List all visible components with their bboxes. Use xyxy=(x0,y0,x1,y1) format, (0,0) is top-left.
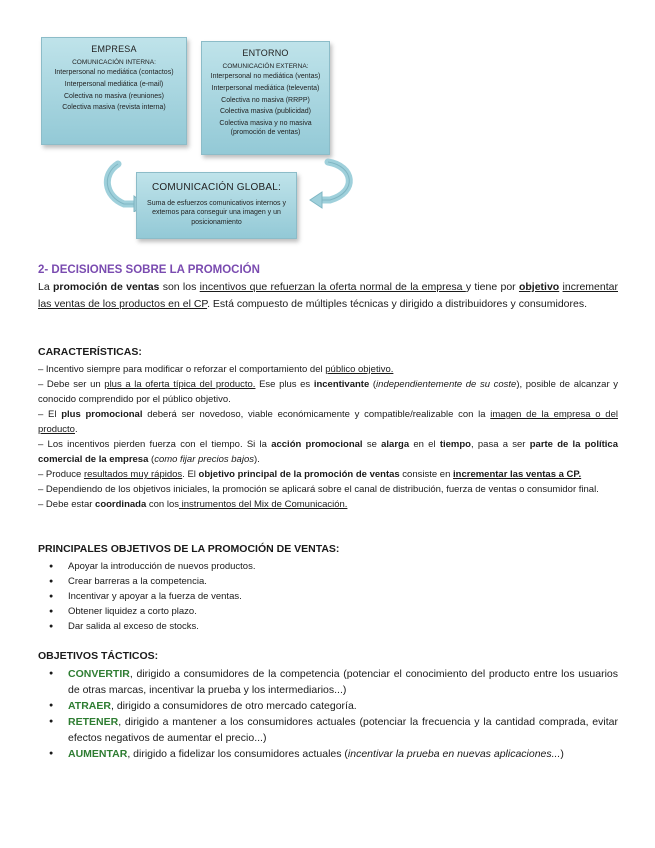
list-item: ● Obtener liquidez a corto plazo. xyxy=(38,604,618,619)
caracteristica-line: – Produce resultados muy rápidos. El objetivo principal de la promoción de ventas consiste en incrementar las ventas a CP. xyxy=(38,469,582,480)
caracteristica-line: – El plus promocional deberá ser novedoso, viable económicamente y compatible/realizable con la imagen de la empresa o del producto. xyxy=(38,409,618,435)
empresa-item: Interpersonal no mediática (contactos) xyxy=(54,69,174,76)
entorno-box xyxy=(201,41,330,155)
list-item: ● ATRAER, dirigido a consumidores de otro mercado categoría. xyxy=(38,698,618,714)
empresa-item: Colectiva no masiva (reuniones) xyxy=(64,92,164,100)
entorno-item: Colectiva masiva y no masiva (promoción de ventas) xyxy=(219,120,312,136)
principales-heading: PRINCIPALES OBJETIVOS DE LA PROMOCIÓN DE VENTAS: xyxy=(38,543,340,555)
global-description: Suma de esfuerzos comunicativos internos y externos para conseguir una imagen y un posicionamiento xyxy=(147,200,286,226)
caracteristica-line: – Debe ser un plus a la oferta típica del producto. Ese plus es incentivante (independientemente de su coste), posible de alcanzar y conocido comprendido por el público objetivo. xyxy=(38,379,618,405)
caracteristicas-heading: CARACTERÍSTICAS: xyxy=(38,346,142,358)
entorno-item: Colectiva no masiva (RRPP) xyxy=(221,96,310,104)
intro-paragraph: La promoción de ventas son los incentivos que refuerzan la oferta normal de la empresa y tiene por objetivo incrementar las ventas de los productos en el CP. Está compuesto de múltiples técnicas y dirigido a distribuidores y consumidores. xyxy=(38,281,618,310)
empresa-subtitle: COMUNICACIÓN INTERNA: xyxy=(72,59,156,66)
global-box xyxy=(136,172,297,239)
tacticos-list xyxy=(38,666,618,762)
caracteristicas-list xyxy=(38,362,618,512)
list-item: ● Incentivar y apoyar a la fuerza de ventas. xyxy=(38,589,618,604)
entorno-subtitle: COMUNICACIÓN EXTERNA: xyxy=(222,63,309,70)
list-item: ● Dar salida al exceso de stocks. xyxy=(38,619,618,634)
caracteristica-line: – Incentivo siempre para modificar o reforzar el comportamiento del público objetivo. xyxy=(38,364,394,375)
right-curved-arrow-icon xyxy=(306,156,362,212)
list-item: ● Apoyar la introducción de nuevos productos. xyxy=(38,559,618,574)
list-item: ● AUMENTAR, dirigido a fidelizar los consumidores actuales (incentivar la prueba en nuevas aplicaciones...) xyxy=(38,746,618,762)
list-item: ● CONVERTIR, dirigido a consumidores de la competencia (potenciar el conocimiento del producto entre los usuarios de otras marcas, incentivar la prueba y los intermediarios...) xyxy=(38,666,618,698)
entorno-item: Interpersonal mediática (televenta) xyxy=(211,84,320,92)
principales-list xyxy=(38,559,618,634)
empresa-item: Colectiva masiva (revista interna) xyxy=(62,104,166,112)
tacticos-heading: OBJETIVOS TÁCTICOS: xyxy=(38,650,159,662)
list-item: ● RETENER, dirigido a mantener a los consumidores actuales (potenciar la frecuencia y la cantidad comprada, evitar efectos negativos de aumentar el precio...) xyxy=(38,714,618,746)
section-title: 2- DECISIONES SOBRE LA PROMOCIÓN xyxy=(38,264,260,276)
list-item: ● Crear barreras a la competencia. xyxy=(38,574,618,589)
empresa-box xyxy=(41,37,187,145)
entorno-item: Colectiva masiva (publicidad) xyxy=(219,108,312,116)
caracteristica-line: – Dependiendo de los objetivos iniciales, la promoción se aplicará sobre el canal de distribución, fuerza de ventas o consumidor final. xyxy=(38,484,599,495)
empresa-title: EMPRESA xyxy=(91,44,137,54)
caracteristica-line: – Debe estar coordinada con los instrumentos del Mix de Comunicación. xyxy=(38,499,348,510)
global-title: COMUNICACIÓN GLOBAL: xyxy=(151,182,282,193)
entorno-title: ENTORNO xyxy=(242,48,289,58)
entorno-item: Interpersonal no mediática (ventas) xyxy=(210,73,321,80)
empresa-item: Interpersonal mediática (e-mail) xyxy=(64,80,164,88)
caracteristica-line: – Los incentivos pierden fuerza con el tiempo. Si la acción promocional se alarga en el tiempo, pasa a ser parte de la política comercial de la empresa (como fijar precios bajos). xyxy=(38,439,618,465)
